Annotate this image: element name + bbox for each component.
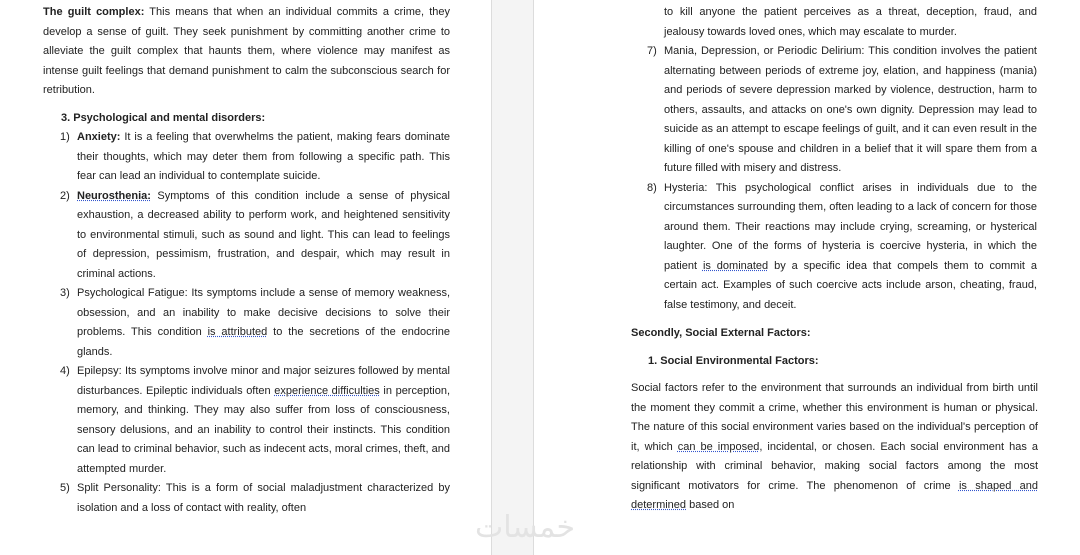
- grammar-flag: is dominated: [702, 259, 769, 272]
- grammar-flag: experience difficulties: [274, 384, 380, 397]
- item-number: 3): [60, 287, 70, 299]
- guilt-complex-heading: The guilt complex:: [43, 6, 145, 18]
- item-text: It is a feeling that overwhelms the patient, making fears dominate their thoughts, which may deter them from following a specific path. This fear can lead an individual to contemplate suicide.: [77, 131, 450, 182]
- grammar-flag: is attributed: [207, 326, 268, 338]
- guilt-complex-text: This means that when an individual commits a crime, they develop a sense of guilt. They seek punishment by committing another crime to alleviate the guilt complex that haunts them, where violence may manifest as intense guilt feelings that demand punishment to calm the subconscious search for retribution.: [43, 6, 450, 96]
- item-text: Mania, Depression, or Periodic Delirium: This condition involves the patient alternating between periods of extreme joy, elation, and happiness (mania) and periods of severe depression marked by violence, destruction, harm to others, assaults, and attacks on one's own dignity. Depression may lead to suicide as an attempt to escape feelings of guilt, and it can even result in the killing of one's spouse and children in a belief that it will spare them from a future filled with misery and distress.: [664, 45, 1037, 174]
- social-factors-paragraph: [631, 379, 1038, 516]
- item-text: Epilepsy: Its symptoms involve minor and major seizures followed by mental disturbances. Epileptic individuals often: [77, 365, 450, 397]
- item-number: 5): [60, 482, 70, 494]
- disorder-list-continued: [0, 42, 1080, 315]
- item-number: 2): [60, 189, 70, 202]
- item-number: 1): [60, 131, 70, 143]
- secondly-heading: Secondly, Social External Factors:: [631, 327, 811, 339]
- item-number: 7): [647, 45, 657, 57]
- item-text: Psychological Fatigue: Its symptoms include a sense of memory weakness, obsession, and an inability to make decisive decisions to solve their problems. This condition: [77, 287, 450, 338]
- list-item: [647, 179, 1037, 316]
- item-text-end: by a specific idea that compels them to commit a certain act. Examples of such coercive acts include arson, cheating, fraud, false testimony, and deceit.: [664, 259, 1037, 311]
- para-text: , incidental, or chosen. Each social environment has a relationship with criminal behavior, making social factors among the most significant motivators for crime. The phenomenon of crime: [631, 440, 1038, 492]
- item-text: Hysteria: This psychological conflict arises in individuals due to the circumstances surrounding them, often leading to a lack of concern for those around them. Their reactions may include crying, screaming, or hysterical laughter. One of the forms of hysteria is coercive hysteria, in which the patient: [664, 181, 1037, 272]
- item-number: 4): [60, 365, 70, 377]
- grammar-flag: is shaped and determined: [631, 479, 1038, 511]
- section-3-heading: 3. Psychological and mental disorders:: [61, 111, 266, 124]
- item-text: Split Personality: This is a form of social maladjustment characterized by isolation and a loss of contact with reality, often: [77, 482, 450, 514]
- watermark-logo: خمسات: [475, 510, 576, 545]
- item-text: Symptoms of this condition include a sense of physical exhaustion, a decreased ability to perform work, and heightened sensitivity to environmental stimuli, such as sound and light. This can lead to feelings of depression, pessimism, frustration, and despair, which may result in criminal actions.: [77, 189, 450, 280]
- item-term: Neurosthenia:: [77, 189, 151, 202]
- item-number: 8): [647, 181, 657, 194]
- grammar-flag: can be imposed: [677, 440, 760, 453]
- item-term: Anxiety:: [77, 131, 121, 143]
- social-environmental-heading: 1. Social Environmental Factors:: [648, 354, 819, 367]
- continuation-text: to kill anyone the patient perceives as a threat, deception, fraud, and jealousy towards loved ones, which may escalate to murder.: [664, 6, 1037, 38]
- para-text: based on: [686, 499, 735, 511]
- item-text-end: to the secretions of the endocrine glands.: [77, 326, 450, 358]
- para-text: Social factors refer to the environment that surrounds an individual from birth until the moment they commit a crime, whether this environment is human or physical. The nature of this social environment varies based on the individual's perception of it, which: [631, 382, 1038, 453]
- list-item: [647, 42, 1037, 179]
- item-text-end: in perception, memory, and thinking. They may also suffer from loss of consciousness, sensory delusions, and an inability to control their instincts. This condition can lead to criminal behavior, such as indecent acts, moral crimes, theft, and attempted murder.: [77, 384, 450, 475]
